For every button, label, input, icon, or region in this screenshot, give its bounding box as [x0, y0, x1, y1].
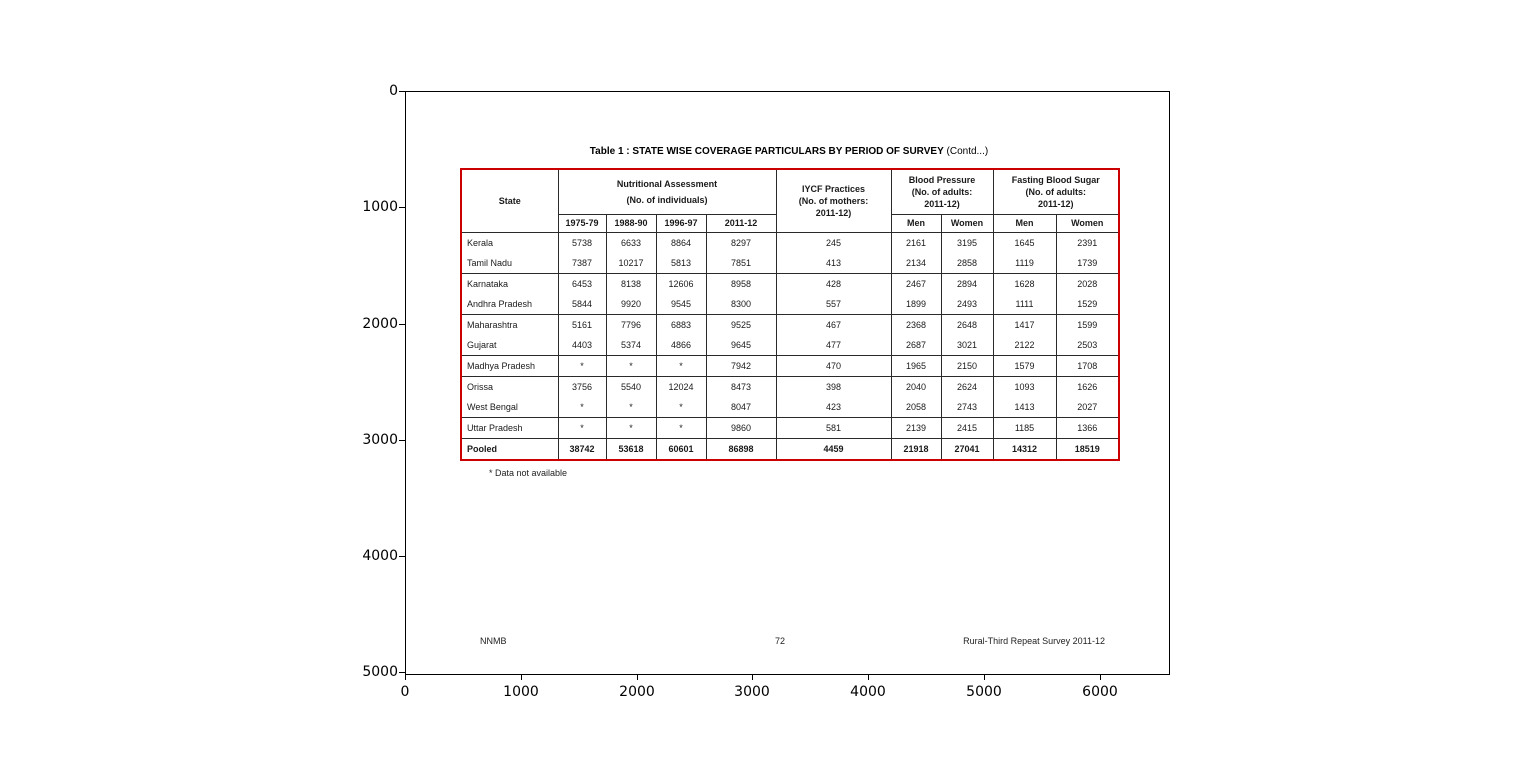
value-cell: 2493 [941, 294, 993, 315]
header-line: Nutritional Assessment [616, 178, 718, 189]
y-axis-tick-label: 1000 [362, 199, 398, 215]
value-cell: 1626 [1056, 376, 1119, 397]
year-header: 1975-79 [558, 214, 606, 232]
value-cell: 2503 [1056, 335, 1119, 356]
x-axis-tick-label: 5000 [966, 684, 1002, 700]
value-cell: 2391 [1056, 232, 1119, 253]
value-cell: 10217 [606, 253, 656, 274]
value-cell: 1628 [993, 273, 1056, 294]
x-tick-mark [1100, 674, 1101, 680]
state-cell: West Bengal [461, 397, 558, 418]
value-cell: 581 [776, 417, 891, 438]
value-cell: 413 [776, 253, 891, 274]
value-cell: 2122 [993, 335, 1056, 356]
coverage-table [460, 168, 1120, 461]
year-header: 1988-90 [606, 214, 656, 232]
y-tick-mark [399, 91, 405, 92]
header-line: (No. of adults: [1025, 186, 1087, 197]
table-row [461, 253, 1119, 274]
value-cell: 12606 [656, 273, 706, 294]
value-cell: 2139 [891, 417, 941, 438]
value-cell: 60601 [656, 438, 706, 460]
value-cell: 6453 [558, 273, 606, 294]
value-cell: 470 [776, 355, 891, 376]
value-cell: 1708 [1056, 355, 1119, 376]
value-cell: 428 [776, 273, 891, 294]
sex-header: Women [1056, 214, 1119, 232]
value-cell: 18519 [1056, 438, 1119, 460]
value-cell: * [656, 397, 706, 418]
value-cell: 8958 [706, 273, 776, 294]
value-cell: 6633 [606, 232, 656, 253]
value-cell: 1111 [993, 294, 1056, 315]
header-line: Fasting Blood Sugar [1011, 174, 1100, 185]
value-cell: 5161 [558, 314, 606, 335]
value-cell: 8138 [606, 273, 656, 294]
fasting-blood-sugar-header [993, 169, 1119, 214]
value-cell: * [558, 397, 606, 418]
value-cell: 1185 [993, 417, 1056, 438]
table-row [461, 294, 1119, 315]
value-cell: 1366 [1056, 417, 1119, 438]
value-cell: 7851 [706, 253, 776, 274]
value-cell: 2368 [891, 314, 941, 335]
x-tick-mark [521, 674, 522, 680]
y-tick-mark [399, 440, 405, 441]
value-cell: 14312 [993, 438, 1056, 460]
value-cell: * [606, 417, 656, 438]
table-row [461, 335, 1119, 356]
value-cell: 21918 [891, 438, 941, 460]
value-cell: 8473 [706, 376, 776, 397]
table-row [461, 273, 1119, 294]
value-cell: 2415 [941, 417, 993, 438]
value-cell: 2028 [1056, 273, 1119, 294]
state-cell: Maharashtra [461, 314, 558, 335]
blood-pressure-header [891, 169, 993, 214]
state-header: State [461, 169, 558, 232]
value-cell: 9920 [606, 294, 656, 315]
value-cell: 2648 [941, 314, 993, 335]
x-tick-mark [984, 674, 985, 680]
value-cell: 2624 [941, 376, 993, 397]
value-cell: 1579 [993, 355, 1056, 376]
value-cell: 9525 [706, 314, 776, 335]
x-axis-tick-label: 3000 [734, 684, 770, 700]
header-row-groups [461, 169, 1119, 214]
document-title-main: Table 1 : STATE WISE COVERAGE PARTICULARS BY PERIOD OF SURVEY [589, 146, 944, 157]
x-axis-tick-label: 4000 [850, 684, 886, 700]
state-cell: Uttar Pradesh [461, 417, 558, 438]
sex-header: Men [993, 214, 1056, 232]
x-tick-mark [868, 674, 869, 680]
header-line: (No. of individuals) [626, 194, 708, 205]
state-cell: Kerala [461, 232, 558, 253]
value-cell: * [656, 355, 706, 376]
footer-org-label: NNMB [480, 636, 507, 646]
value-cell: 9860 [706, 417, 776, 438]
value-cell: 2858 [941, 253, 993, 274]
state-cell: Orissa [461, 376, 558, 397]
x-tick-mark [405, 674, 406, 680]
value-cell: 1093 [993, 376, 1056, 397]
value-cell: 5813 [656, 253, 706, 274]
value-cell: 4866 [656, 335, 706, 356]
value-cell: 245 [776, 232, 891, 253]
footnote: * Data not available [489, 468, 568, 478]
x-tick-mark [637, 674, 638, 680]
value-cell: 8297 [706, 232, 776, 253]
value-cell: 1529 [1056, 294, 1119, 315]
iycf-header [776, 169, 891, 232]
value-cell: 2743 [941, 397, 993, 418]
state-cell: Tamil Nadu [461, 253, 558, 274]
y-axis-tick-label: 3000 [362, 432, 398, 448]
value-cell: 1119 [993, 253, 1056, 274]
value-cell: 2058 [891, 397, 941, 418]
value-cell: * [606, 397, 656, 418]
state-cell: Pooled [461, 438, 558, 460]
value-cell: 477 [776, 335, 891, 356]
header-line: (No. of adults: [911, 186, 973, 197]
page-number: 72 [774, 636, 785, 646]
header-line: 2011-12) [924, 198, 960, 209]
footer-survey-label: Rural-Third Repeat Survey 2011-12 [963, 636, 1105, 646]
value-cell: 2027 [1056, 397, 1119, 418]
value-cell: 2040 [891, 376, 941, 397]
value-cell: 1899 [891, 294, 941, 315]
value-cell: 2161 [891, 232, 941, 253]
value-cell: 53618 [606, 438, 656, 460]
year-header: 2011-12 [706, 214, 776, 232]
y-tick-mark [399, 324, 405, 325]
y-axis-tick-label: 2000 [362, 316, 398, 332]
value-cell: 2894 [941, 273, 993, 294]
table-row [461, 376, 1119, 397]
header-line: 2011-12) [1038, 198, 1074, 209]
table-row [461, 417, 1119, 438]
value-cell: 5540 [606, 376, 656, 397]
y-tick-mark [399, 556, 405, 557]
value-cell: 6883 [656, 314, 706, 335]
document-title [460, 146, 1118, 157]
value-cell: 9645 [706, 335, 776, 356]
header-line: 2011-12) [815, 207, 852, 218]
value-cell: 86898 [706, 438, 776, 460]
document-title-suffix: (Contd...) [943, 146, 989, 157]
table-row [461, 314, 1119, 335]
value-cell: 2150 [941, 355, 993, 376]
value-cell: 7796 [606, 314, 656, 335]
table-row [461, 232, 1119, 253]
x-tick-mark [752, 674, 753, 680]
value-cell: 8047 [706, 397, 776, 418]
value-cell: 5844 [558, 294, 606, 315]
sex-header: Women [941, 214, 993, 232]
value-cell: 5374 [606, 335, 656, 356]
value-cell: 398 [776, 376, 891, 397]
value-cell: * [606, 355, 656, 376]
value-cell: 3021 [941, 335, 993, 356]
value-cell: * [558, 417, 606, 438]
value-cell: * [656, 417, 706, 438]
y-axis-tick-label: 4000 [362, 548, 398, 564]
value-cell: 1417 [993, 314, 1056, 335]
value-cell: 2467 [891, 273, 941, 294]
y-tick-mark [399, 672, 405, 673]
value-cell: 423 [776, 397, 891, 418]
x-axis-tick-label: 1000 [503, 684, 539, 700]
value-cell: 27041 [941, 438, 993, 460]
sex-header: Men [891, 214, 941, 232]
value-cell: 8864 [656, 232, 706, 253]
y-tick-mark [399, 207, 405, 208]
value-cell: 7942 [706, 355, 776, 376]
value-cell: 3756 [558, 376, 606, 397]
value-cell: 557 [776, 294, 891, 315]
x-axis-tick-label: 0 [400, 684, 410, 700]
x-axis-tick-label: 6000 [1082, 684, 1118, 700]
value-cell: 2687 [891, 335, 941, 356]
table-row [461, 438, 1119, 460]
nutritional-assessment-header [558, 169, 776, 214]
value-cell: 8300 [706, 294, 776, 315]
table-row [461, 397, 1119, 418]
value-cell: 1413 [993, 397, 1056, 418]
value-cell: 9545 [656, 294, 706, 315]
header-line: IYCF Practices [802, 183, 866, 194]
state-cell: Karnataka [461, 273, 558, 294]
value-cell: * [558, 355, 606, 376]
value-cell: 4459 [776, 438, 891, 460]
value-cell: 12024 [656, 376, 706, 397]
value-cell: 2134 [891, 253, 941, 274]
value-cell: 1599 [1056, 314, 1119, 335]
state-cell: Madhya Pradesh [461, 355, 558, 376]
value-cell: 38742 [558, 438, 606, 460]
value-cell: 5738 [558, 232, 606, 253]
header-line: (No. of mothers: [798, 195, 869, 206]
value-cell: 467 [776, 314, 891, 335]
value-cell: 1965 [891, 355, 941, 376]
value-cell: 1739 [1056, 253, 1119, 274]
year-header: 1996-97 [656, 214, 706, 232]
state-cell: Andhra Pradesh [461, 294, 558, 315]
value-cell: 3195 [941, 232, 993, 253]
header-line: Blood Pressure [908, 174, 976, 185]
y-axis-tick-label: 0 [389, 83, 398, 99]
state-cell: Gujarat [461, 335, 558, 356]
x-axis-tick-label: 2000 [619, 684, 655, 700]
y-axis-tick-label: 5000 [362, 664, 398, 680]
value-cell: 7387 [558, 253, 606, 274]
value-cell: 4403 [558, 335, 606, 356]
table-row [461, 355, 1119, 376]
value-cell: 1645 [993, 232, 1056, 253]
